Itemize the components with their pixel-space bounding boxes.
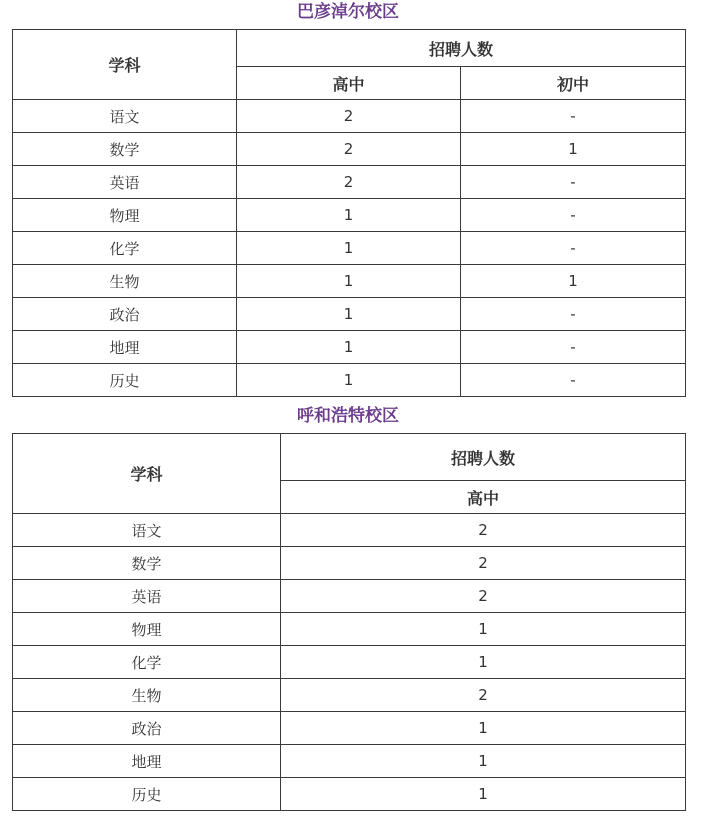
subject-cell: 生物 [13, 679, 281, 712]
table-row [13, 778, 686, 811]
table-row [13, 331, 686, 364]
table-row [13, 100, 686, 133]
table-row [13, 232, 686, 265]
senior-count-cell: 1 [237, 232, 461, 265]
table-row [13, 679, 686, 712]
subject-cell: 政治 [13, 712, 281, 745]
subject-cell: 政治 [13, 298, 237, 331]
header-level-senior: 高中 [237, 67, 461, 100]
senior-count-cell: 1 [281, 646, 686, 679]
senior-count-cell: 1 [237, 265, 461, 298]
subject-cell: 化学 [13, 646, 281, 679]
senior-count-cell: 2 [281, 679, 686, 712]
senior-count-cell: 1 [281, 745, 686, 778]
senior-count-cell: 1 [237, 199, 461, 232]
junior-count-cell: - [461, 166, 686, 199]
header-recruit-count: 招聘人数 [237, 30, 686, 67]
senior-count-cell: 1 [237, 331, 461, 364]
junior-count-cell: 1 [461, 265, 686, 298]
senior-count-cell: 2 [237, 100, 461, 133]
table-row [13, 613, 686, 646]
senior-count-cell: 2 [281, 514, 686, 547]
header-level-senior: 高中 [281, 481, 686, 514]
table-row [13, 514, 686, 547]
subject-cell: 历史 [13, 778, 281, 811]
subject-cell: 物理 [13, 199, 237, 232]
table-row [13, 712, 686, 745]
senior-count-cell: 1 [281, 712, 686, 745]
junior-count-cell: - [461, 232, 686, 265]
recruitment-table-hohhot [12, 433, 686, 811]
junior-count-cell: - [461, 364, 686, 397]
table-row [13, 298, 686, 331]
subject-cell: 化学 [13, 232, 237, 265]
senior-count-cell: 1 [237, 298, 461, 331]
junior-count-cell: - [461, 199, 686, 232]
subject-cell: 英语 [13, 580, 281, 613]
subject-cell: 语文 [13, 100, 237, 133]
table-row [13, 580, 686, 613]
table-row [13, 133, 686, 166]
subject-cell: 语文 [13, 514, 281, 547]
table-row [13, 646, 686, 679]
junior-count-cell: - [461, 100, 686, 133]
subject-cell: 英语 [13, 166, 237, 199]
table-row [13, 364, 686, 397]
table-row [13, 547, 686, 580]
subject-cell: 生物 [13, 265, 237, 298]
table-row [13, 199, 686, 232]
header-recruit-count: 招聘人数 [281, 434, 686, 481]
section-title-hohhot: 呼和浩特校区 [297, 406, 399, 426]
senior-count-cell: 1 [237, 364, 461, 397]
section-title-bayannur: 巴彦淖尔校区 [297, 2, 399, 22]
subject-cell: 物理 [13, 613, 281, 646]
subject-cell: 地理 [13, 331, 237, 364]
junior-count-cell: - [461, 298, 686, 331]
table-row [13, 265, 686, 298]
subject-cell: 数学 [13, 547, 281, 580]
table-header-row [13, 434, 686, 481]
senior-count-cell: 2 [237, 133, 461, 166]
senior-count-cell: 2 [281, 547, 686, 580]
table-row [13, 166, 686, 199]
header-subject: 学科 [13, 30, 237, 100]
junior-count-cell: 1 [461, 133, 686, 166]
subject-cell: 数学 [13, 133, 237, 166]
recruitment-table-bayannur [12, 29, 686, 397]
subject-cell: 历史 [13, 364, 237, 397]
senior-count-cell: 2 [281, 580, 686, 613]
senior-count-cell: 2 [237, 166, 461, 199]
header-level-junior: 初中 [461, 67, 686, 100]
header-subject: 学科 [13, 434, 281, 514]
subject-cell: 地理 [13, 745, 281, 778]
senior-count-cell: 1 [281, 613, 686, 646]
table-header-row [13, 30, 686, 67]
junior-count-cell: - [461, 331, 686, 364]
table-row [13, 745, 686, 778]
senior-count-cell: 1 [281, 778, 686, 811]
